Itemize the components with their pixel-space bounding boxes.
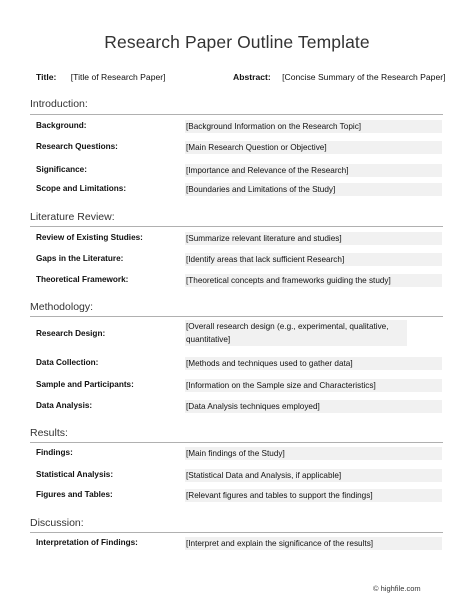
- section-divider: [30, 114, 443, 115]
- section-divider: [30, 316, 443, 317]
- footer-credit: © highfile.com: [373, 584, 421, 593]
- row-label: Research Design:: [36, 329, 106, 338]
- section-divider: [30, 226, 443, 227]
- row-label: Interpretation of Findings:: [36, 538, 138, 547]
- section-heading: Introduction:: [30, 98, 88, 110]
- section-results: [30, 427, 443, 439]
- section-introduction: [30, 98, 443, 110]
- row-label: Sample and Participants:: [36, 380, 134, 389]
- section-literature-review: [30, 211, 443, 223]
- section-heading: Literature Review:: [30, 211, 115, 223]
- section-divider: [30, 532, 443, 533]
- row-value: [Summarize relevant literature and studies]: [185, 232, 442, 245]
- row-value: [Main findings of the Study]: [185, 447, 442, 460]
- row-value: [Overall research design (e.g., experimental, qualitative, quantitative]: [185, 320, 407, 346]
- title-label: Title:: [36, 72, 57, 82]
- abstract-label: Abstract:: [233, 72, 271, 82]
- title-field: [36, 72, 166, 82]
- document-title: Research Paper Outline Template: [104, 32, 370, 52]
- title-value: [Title of Research Paper]: [70, 72, 166, 82]
- abstract-field: [233, 72, 445, 82]
- row-label: Findings:: [36, 448, 73, 457]
- row-label: Scope and Limitations:: [36, 184, 127, 193]
- row-label: Statistical Analysis:: [36, 470, 114, 479]
- section-discussion: [30, 517, 443, 529]
- row-label: Theoretical Framework:: [36, 275, 129, 284]
- row-label: Research Questions:: [36, 142, 118, 151]
- row-value: [Interpret and explain the significance of the results]: [185, 537, 442, 550]
- row-label: Background:: [36, 121, 87, 130]
- row-label: Figures and Tables:: [36, 490, 113, 499]
- section-heading: Methodology:: [30, 301, 94, 313]
- row-label: Gaps in the Literature:: [36, 254, 124, 263]
- section-methodology: [30, 301, 443, 313]
- row-value: [Identify areas that lack sufficient Research]: [185, 253, 442, 266]
- row-value: [Methods and techniques used to gather data]: [185, 357, 442, 370]
- row-value: [Information on the Sample size and Characteristics]: [185, 379, 442, 392]
- row-value: [Main Research Question or Objective]: [185, 141, 442, 154]
- row-value: [Relevant figures and tables to support the findings]: [185, 489, 442, 502]
- row-value: [Importance and Relevance of the Research]: [185, 164, 442, 177]
- row-value: [Statistical Data and Analysis, if applicable]: [185, 469, 442, 482]
- row-label: Data Analysis:: [36, 401, 93, 410]
- row-label: Review of Existing Studies:: [36, 233, 143, 242]
- row-value: [Boundaries and Limitations of the Study]: [185, 183, 442, 196]
- section-heading: Discussion:: [30, 517, 84, 529]
- row-value: [Data Analysis techniques employed]: [185, 400, 442, 413]
- row-label: Significance:: [36, 165, 87, 174]
- abstract-value: [Concise Summary of the Research Paper]: [282, 72, 446, 82]
- row-value: [Background Information on the Research Topic]: [185, 120, 442, 133]
- row-label: Data Collection:: [36, 358, 99, 367]
- row-value: [Theoretical concepts and frameworks guiding the study]: [185, 274, 442, 287]
- section-divider: [30, 442, 443, 443]
- section-heading: Results:: [30, 427, 68, 439]
